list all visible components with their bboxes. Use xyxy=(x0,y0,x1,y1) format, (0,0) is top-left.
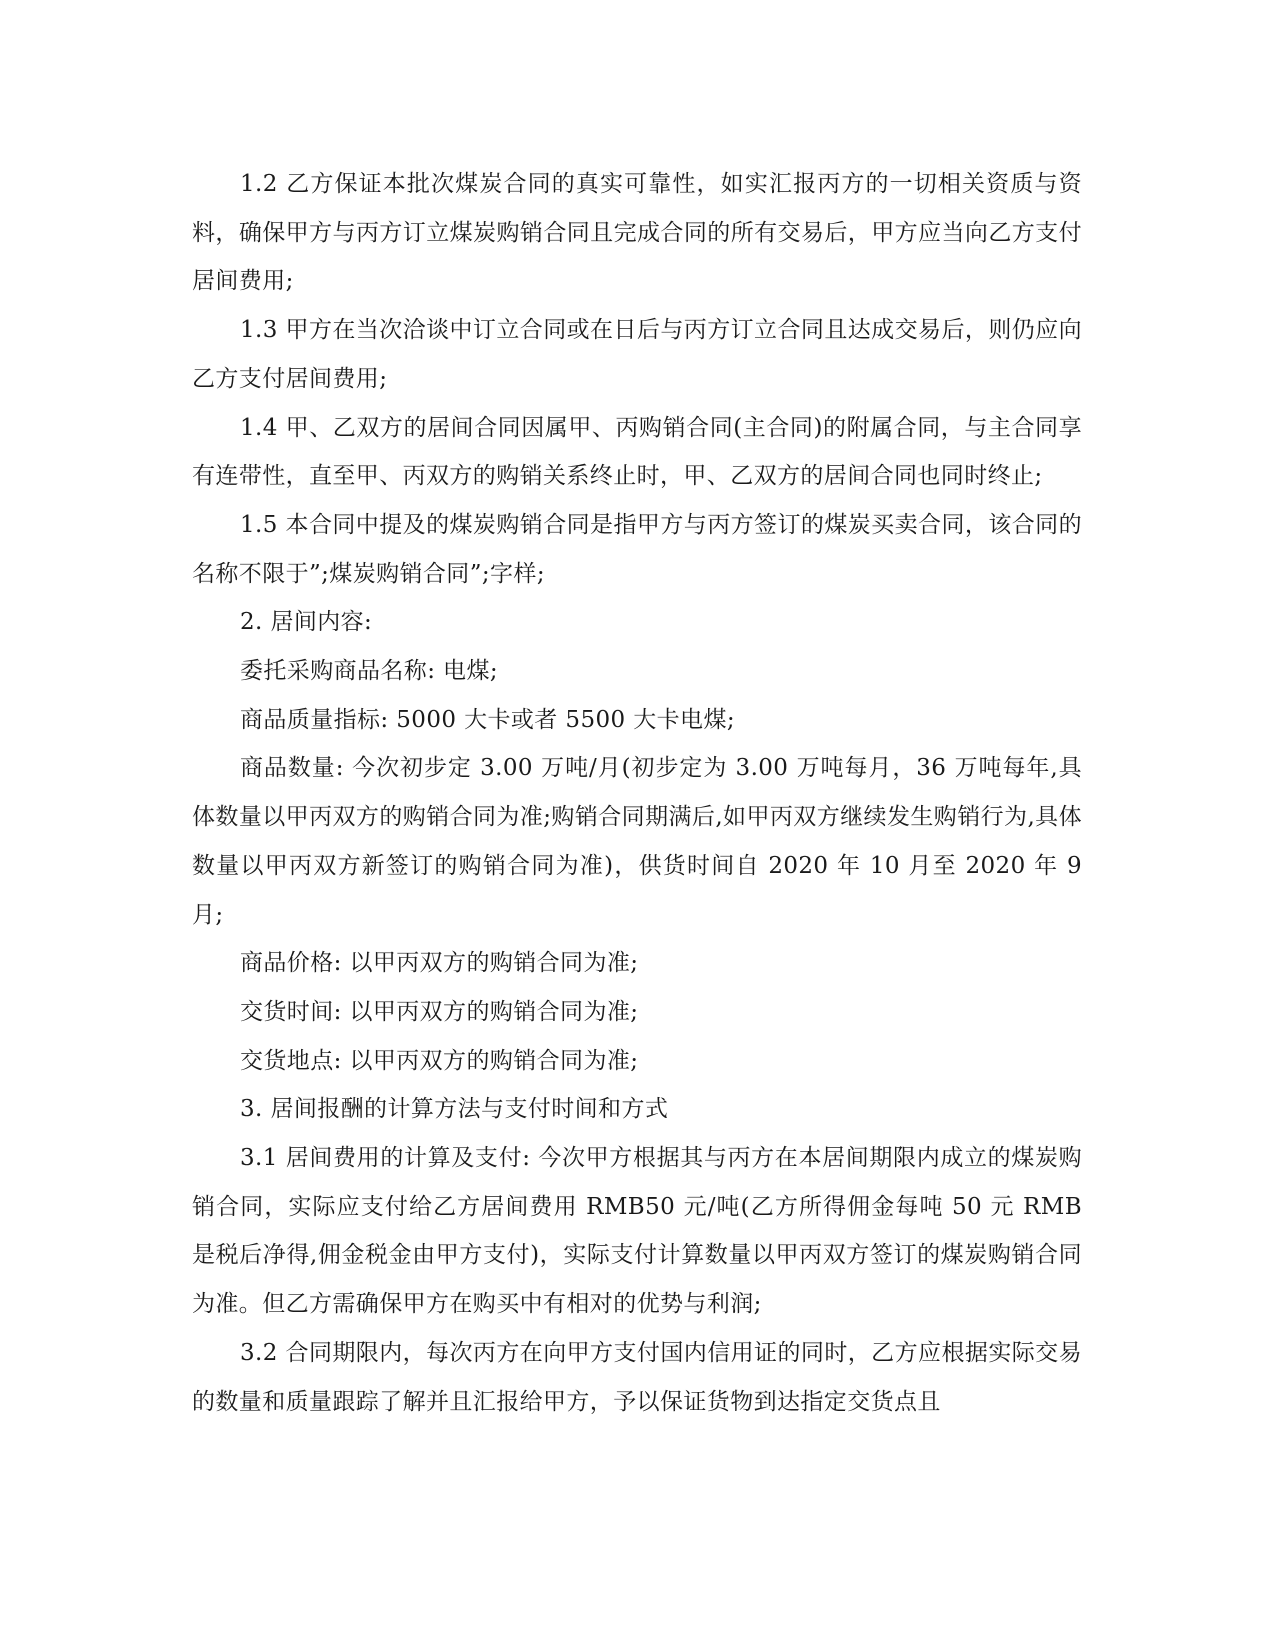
clause-3-1: 3.1 居间费用的计算及支付: 今次甲方根据其与丙方在本居间期限内成立的煤炭购销合同，实际应支付给乙方居间费用 RMB50 元/吨(乙方所得佣金每吨 50 元 RMB 是税后净得,佣金税金由甲方支付)，实际支付计算数量以甲丙双方签订的煤炭购销合同为准。但乙方需确保甲方在购买中有相对的优势与利润; xyxy=(192,1145,1082,1318)
delivery-time: 交货时间: 以甲丙双方的购销合同为准; xyxy=(240,998,639,1025)
goods-name: 委托采购商品名称: 电煤; xyxy=(240,658,499,685)
document-page xyxy=(192,160,1082,1426)
clause-3-2: 3.2 合同期限内，每次丙方在向甲方支付国内信用证的同时，乙方应根据实际交易的数量和质量跟踪了解并且汇报给甲方，予以保证货物到达指定交货点且 xyxy=(192,1339,1082,1415)
delivery-location: 交货地点: 以甲丙双方的购销合同为准; xyxy=(240,1047,639,1074)
goods-price: 商品价格: 以甲丙双方的购销合同为准; xyxy=(240,950,639,977)
goods-quantity: 商品数量: 今次初步定 3.00 万吨/月(初步定为 3.00 万吨每月，36 万吨每年,具体数量以甲丙双方的购销合同为准;购销合同期满后,如甲丙双方继续发生购销行为,具体数量以甲丙双方新签订的购销合同为准)，供货时间自 2020 年 10 月至 2020 年 9 月; xyxy=(192,755,1082,928)
clause-1-2: 1.2 乙方保证本批次煤炭合同的真实可靠性，如实汇报丙方的一切相关资质与资料，确保甲方与丙方订立煤炭购销合同且完成合同的所有交易后，甲方应当向乙方支付居间费用; xyxy=(192,171,1082,295)
goods-quality: 商品质量指标: 5000 大卡或者 5500 大卡电煤; xyxy=(240,706,736,733)
section-3-heading: 3. 居间报酬的计算方法与支付时间和方式 xyxy=(240,1096,669,1123)
section-2-heading: 2. 居间内容: xyxy=(240,609,373,636)
clause-1-5: 1.5 本合同中提及的煤炭购销合同是指甲方与丙方签订的煤炭买卖合同，该合同的名称不限于”;煤炭购销合同”;字样; xyxy=(192,511,1082,587)
clause-1-3: 1.3 甲方在当次洽谈中订立合同或在日后与丙方订立合同且达成交易后，则仍应向乙方支付居间费用; xyxy=(192,317,1082,392)
clause-1-4: 1.4 甲、乙双方的居间合同因属甲、丙购销合同(主合同)的附属合同，与主合同享有连带性，直至甲、丙双方的购销关系终止时，甲、乙双方的居间合同也同时终止; xyxy=(192,414,1082,490)
